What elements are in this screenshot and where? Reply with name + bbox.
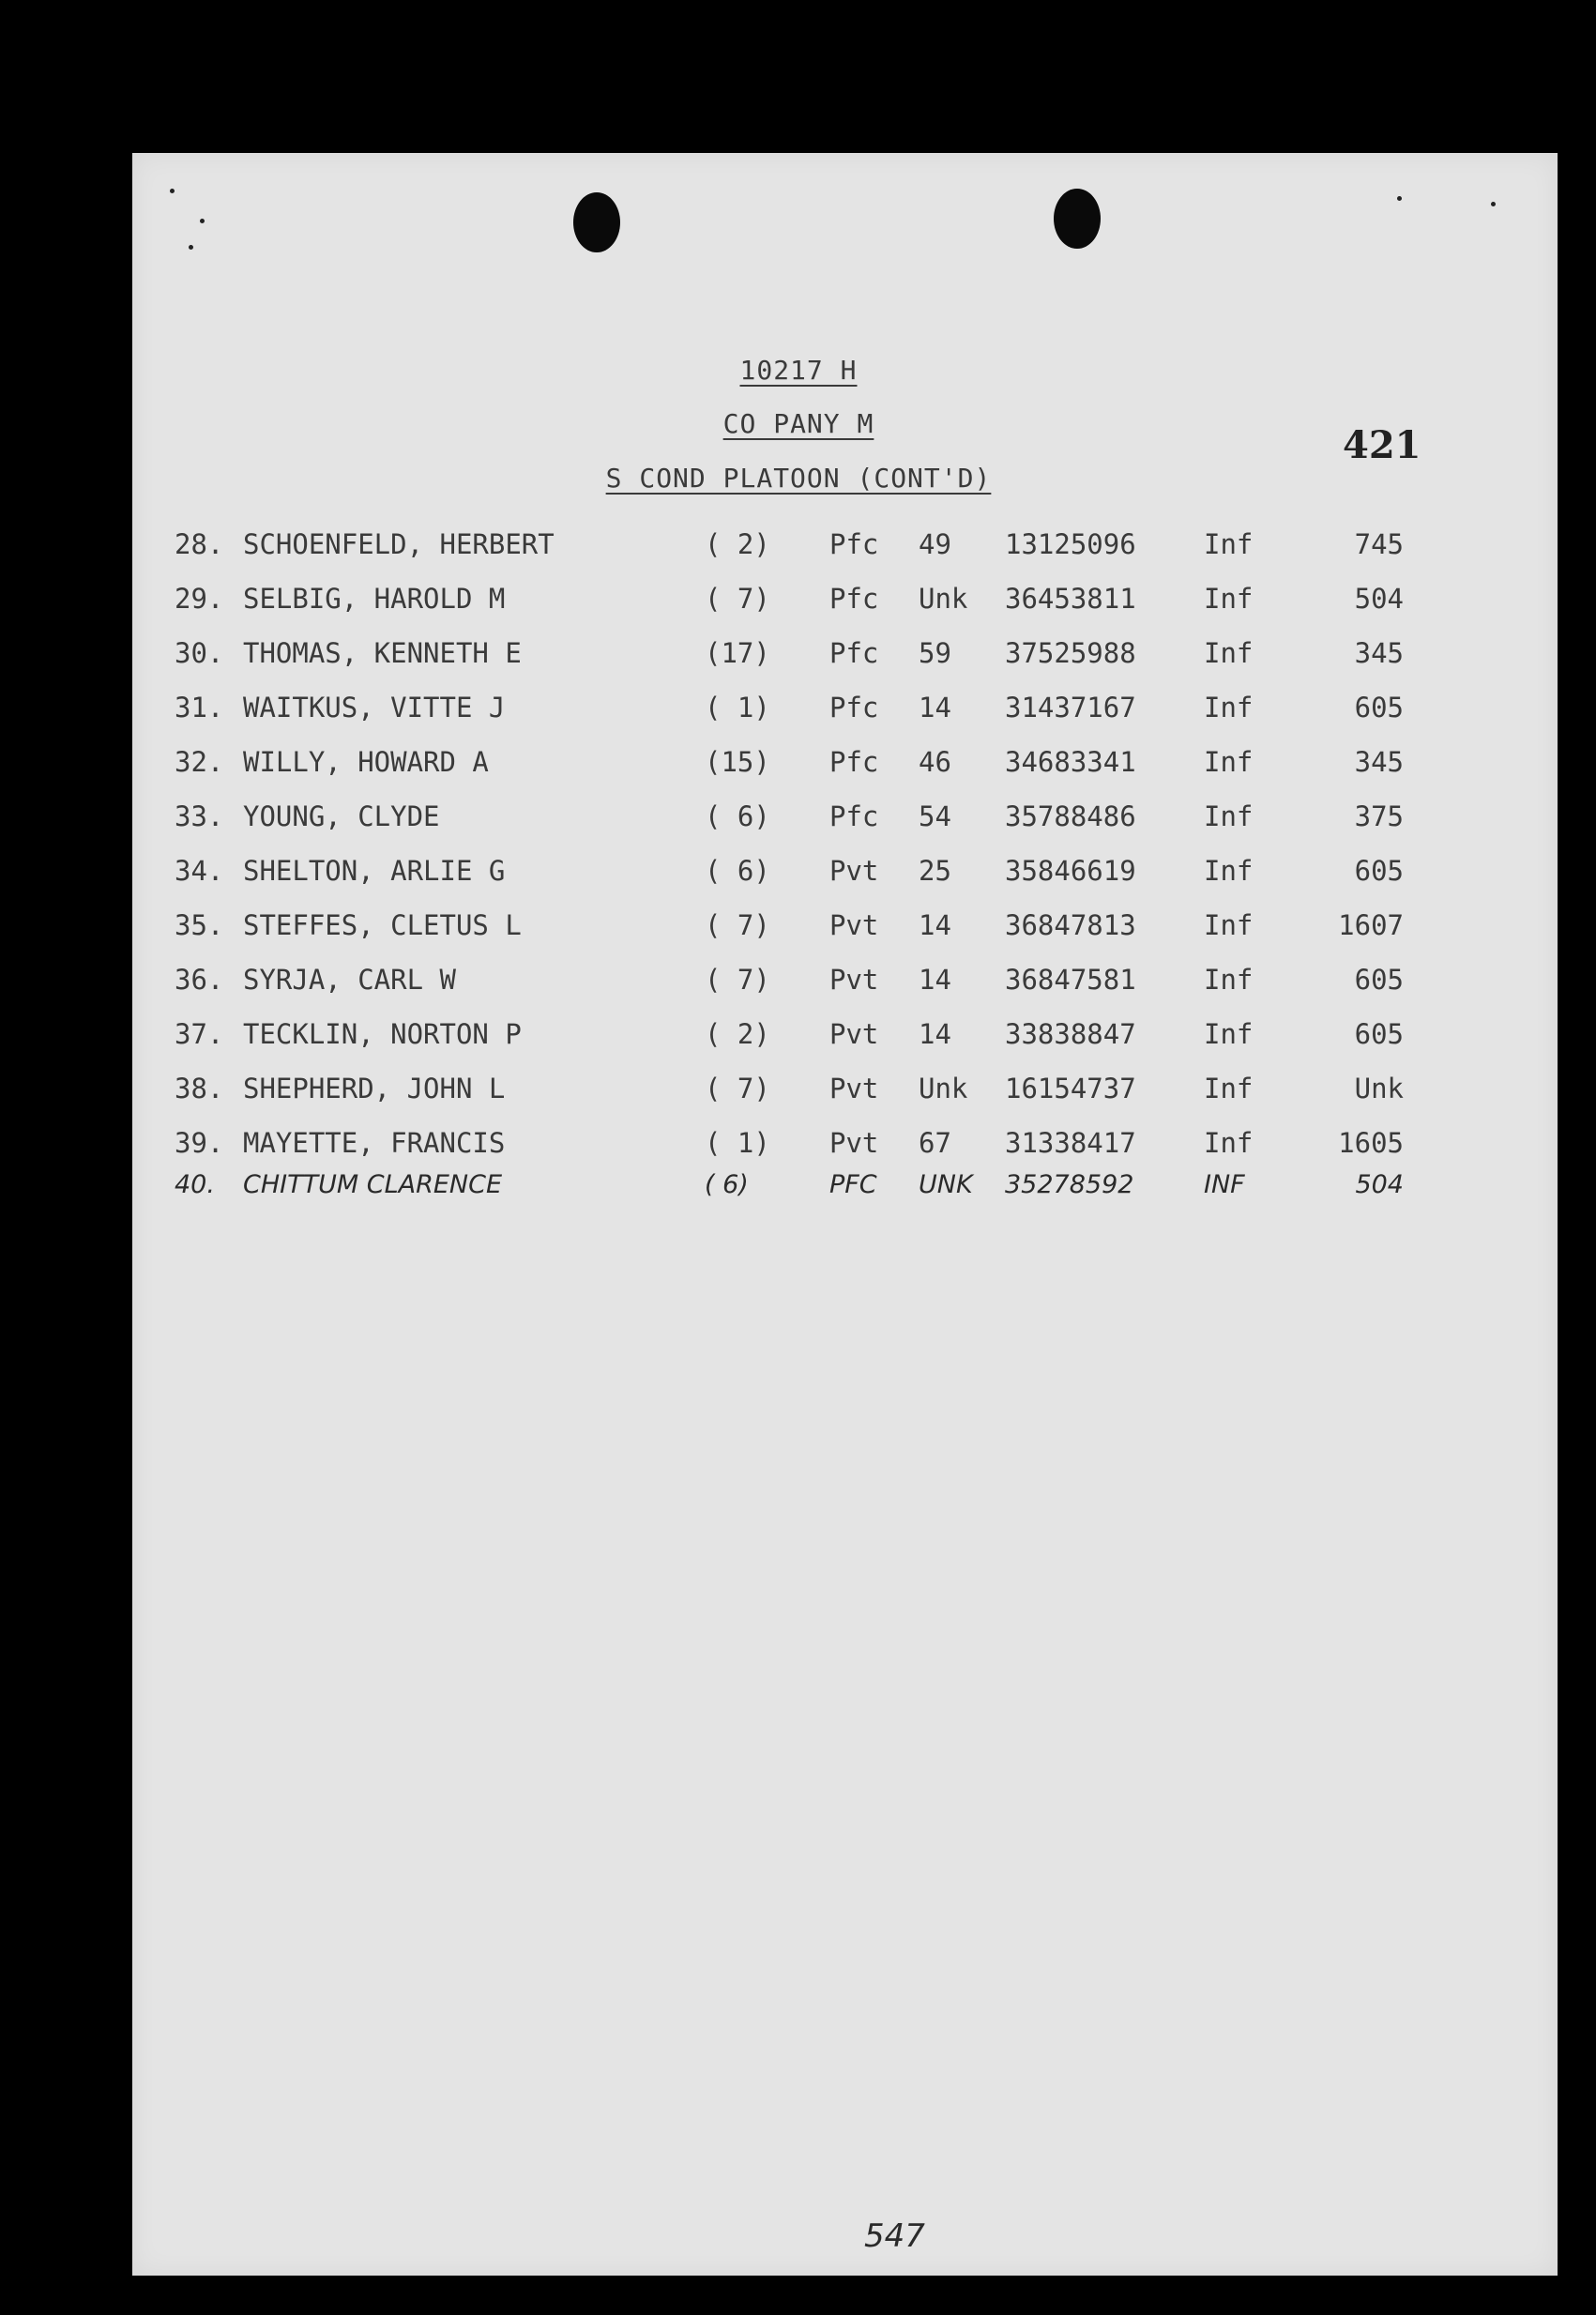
- platoon-title: S COND PLATOON (CONT'D): [605, 463, 992, 494]
- arm-of-service: Inf: [1204, 964, 1254, 996]
- row-number: 29.: [175, 583, 224, 615]
- group-code: ( 6): [705, 1170, 749, 1199]
- paper-speck: [200, 219, 205, 223]
- roster-row: [132, 800, 1558, 855]
- group-code: ( 7): [705, 964, 770, 996]
- paper-speck: [1491, 202, 1496, 206]
- soldier-name: SELBIG, HAROLD M: [243, 583, 506, 615]
- specialty-code: 605: [1354, 964, 1404, 996]
- roster-row: [132, 964, 1558, 1018]
- soldier-name: SCHOENFELD, HERBERT: [243, 528, 555, 560]
- arm-of-service: Inf: [1204, 855, 1254, 887]
- rank: Pvt: [829, 1127, 879, 1159]
- specialty-code: 605: [1354, 1018, 1404, 1050]
- specialty-code: 1605: [1338, 1127, 1404, 1159]
- roster-row: [132, 909, 1558, 964]
- serial-number: 36847581: [1005, 964, 1136, 996]
- row-number: 35.: [175, 909, 224, 941]
- roster-list: [132, 528, 1558, 1236]
- punch-hole-left: [573, 192, 620, 252]
- handwritten-roster-row: [132, 1170, 1558, 1225]
- roster-row: [132, 1018, 1558, 1073]
- group-code: ( 7): [705, 1073, 770, 1104]
- row-number: 37.: [175, 1018, 224, 1050]
- file-number: 10217 H: [739, 355, 858, 386]
- row-number: 30.: [175, 637, 224, 669]
- roster-row: [132, 583, 1558, 637]
- age: 59: [919, 637, 951, 669]
- paper-speck: [1397, 196, 1402, 201]
- group-code: ( 6): [705, 800, 770, 832]
- soldier-name: MAYETTE, FRANCIS: [243, 1127, 506, 1159]
- age: 49: [919, 528, 951, 560]
- rank: Pfc: [829, 692, 879, 723]
- roster-row: [132, 855, 1558, 909]
- roster-page: [132, 153, 1558, 2276]
- rank: Pvt: [829, 964, 879, 996]
- soldier-name: CHITTUM CLARENCE: [243, 1170, 503, 1199]
- soldier-name: SHELTON, ARLIE G: [243, 855, 506, 887]
- soldier-name: WAITKUS, VITTE J: [243, 692, 506, 723]
- serial-number: 36847813: [1005, 909, 1136, 941]
- soldier-name: TECKLIN, NORTON P: [243, 1018, 522, 1050]
- age: 54: [919, 800, 951, 832]
- soldier-name: WILLY, HOWARD A: [243, 746, 489, 778]
- rank: Pfc: [829, 746, 879, 778]
- serial-number: 37525988: [1005, 637, 1136, 669]
- row-number: 32.: [175, 746, 224, 778]
- arm-of-service: Inf: [1204, 528, 1254, 560]
- group-code: ( 7): [705, 583, 770, 615]
- specialty-code: 504: [1355, 1170, 1404, 1199]
- paper-speck: [189, 245, 193, 250]
- age: 14: [919, 909, 951, 941]
- serial-number: 34683341: [1005, 746, 1136, 778]
- rank: Pfc: [829, 528, 879, 560]
- arm-of-service: Inf: [1204, 583, 1254, 615]
- age: 25: [919, 855, 951, 887]
- page-number: 547: [864, 2217, 925, 2255]
- rank: Pvt: [829, 1073, 879, 1104]
- roster-row: [132, 746, 1558, 800]
- soldier-name: SYRJA, CARL W: [243, 964, 456, 996]
- specialty-code: 605: [1354, 692, 1404, 723]
- serial-number: 35278592: [1005, 1170, 1134, 1199]
- row-number: 36.: [175, 964, 224, 996]
- serial-number: 36453811: [1005, 583, 1136, 615]
- roster-row: [132, 1073, 1558, 1127]
- arm-of-service: Inf: [1204, 1127, 1254, 1159]
- age: Unk: [919, 583, 968, 615]
- row-number: 31.: [175, 692, 224, 723]
- group-code: ( 7): [705, 909, 770, 941]
- arm-of-service: INF: [1204, 1170, 1245, 1199]
- paper-speck: [170, 189, 175, 193]
- specialty-code: Unk: [1354, 1073, 1404, 1104]
- rank: Pfc: [829, 637, 879, 669]
- rank: Pvt: [829, 1018, 879, 1050]
- soldier-name: YOUNG, CLYDE: [243, 800, 440, 832]
- arm-of-service: Inf: [1204, 1073, 1254, 1104]
- age: 14: [919, 692, 951, 723]
- serial-number: 31338417: [1005, 1127, 1136, 1159]
- age: 46: [919, 746, 951, 778]
- group-code: (17): [705, 637, 770, 669]
- roster-row: [132, 637, 1558, 692]
- arm-of-service: Inf: [1204, 692, 1254, 723]
- soldier-name: STEFFES, CLETUS L: [243, 909, 522, 941]
- group-code: (15): [705, 746, 770, 778]
- arm-of-service: Inf: [1204, 1018, 1254, 1050]
- age: 14: [919, 1018, 951, 1050]
- rank: Pfc: [829, 583, 879, 615]
- group-code: ( 6): [705, 855, 770, 887]
- punch-hole-right: [1054, 189, 1101, 249]
- arm-of-service: Inf: [1204, 637, 1254, 669]
- specialty-code: 1607: [1338, 909, 1404, 941]
- age: Unk: [919, 1073, 968, 1104]
- row-number: 33.: [175, 800, 224, 832]
- age: 14: [919, 964, 951, 996]
- soldier-name: SHEPHERD, JOHN L: [243, 1073, 506, 1104]
- row-number: 39.: [175, 1127, 224, 1159]
- group-code: ( 2): [705, 528, 770, 560]
- folio-number: 421: [1343, 423, 1421, 467]
- specialty-code: 745: [1354, 528, 1404, 560]
- serial-number: 35788486: [1005, 800, 1136, 832]
- group-code: ( 1): [705, 692, 770, 723]
- arm-of-service: Inf: [1204, 909, 1254, 941]
- age: 67: [919, 1127, 951, 1159]
- specialty-code: 605: [1354, 855, 1404, 887]
- row-number: 28.: [175, 528, 224, 560]
- rank: Pfc: [829, 800, 879, 832]
- rank: Pvt: [829, 909, 879, 941]
- company-title: CO PANY M: [722, 408, 874, 439]
- age: UNK: [919, 1170, 973, 1199]
- arm-of-service: Inf: [1204, 746, 1254, 778]
- specialty-code: 504: [1354, 583, 1404, 615]
- group-code: ( 2): [705, 1018, 770, 1050]
- serial-number: 33838847: [1005, 1018, 1136, 1050]
- group-code: ( 1): [705, 1127, 770, 1159]
- specialty-code: 345: [1354, 746, 1404, 778]
- specialty-code: 375: [1354, 800, 1404, 832]
- arm-of-service: Inf: [1204, 800, 1254, 832]
- serial-number: 16154737: [1005, 1073, 1136, 1104]
- serial-number: 13125096: [1005, 528, 1136, 560]
- serial-number: 31437167: [1005, 692, 1136, 723]
- row-number: 40.: [175, 1170, 215, 1199]
- rank: PFC: [829, 1170, 877, 1199]
- specialty-code: 345: [1354, 637, 1404, 669]
- row-number: 38.: [175, 1073, 224, 1104]
- serial-number: 35846619: [1005, 855, 1136, 887]
- soldier-name: THOMAS, KENNETH E: [243, 637, 522, 669]
- row-number: 34.: [175, 855, 224, 887]
- roster-row: [132, 692, 1558, 746]
- rank: Pvt: [829, 855, 879, 887]
- roster-row: [132, 528, 1558, 583]
